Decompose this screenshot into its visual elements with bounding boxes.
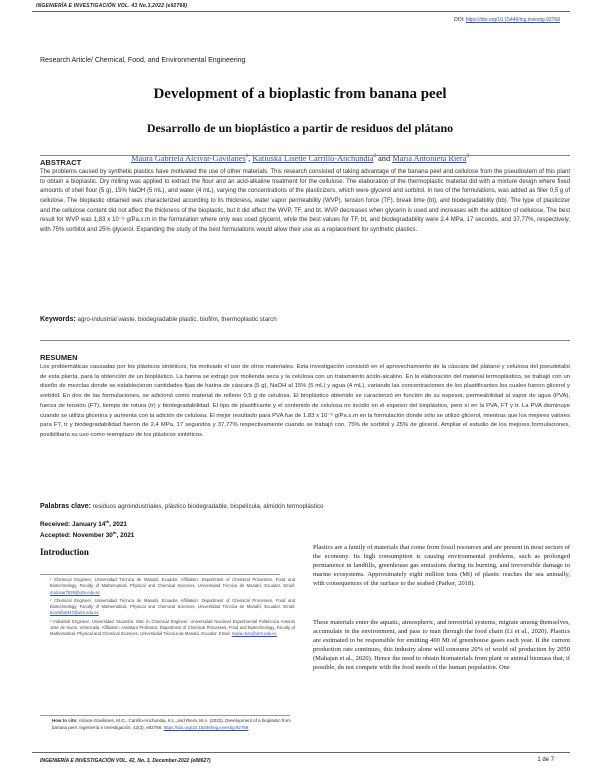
author-affiliation-1: 1 (245, 154, 249, 160)
resumen-keywords (40, 503, 324, 510)
resumen-heading: RESUMEN (40, 353, 78, 362)
journal-header: INGENIERÍA E INVESTIGACIÓN VOL. 43 No.3,2022 (e92768) (36, 3, 188, 9)
footer-divider (32, 752, 570, 753)
intro-paragraph-2: These materials enter the aquatic, atmospheric, and terrestrial systems, migrate among themselves, accumulate in the environment, and pass to man through the food chain (Li et al., 2020). Plastics are estimated to be responsible for emitting 400 Mt of greenhouse gases each year. If the current production rate continues, this industry alone will consume 20% of world oil production by 2050 (Mahajan et al., 2020). Hence the need to obtain biomaterials from plant or animal biomass that, if possible, do not compete with the food needs of the human population. One (313, 619, 570, 672)
footnote-3 (50, 619, 295, 638)
received-date (40, 519, 127, 528)
page-number: 1 de 7 (537, 757, 554, 763)
article-category: Research Article/ Chemical, Food, and Environmental Engineering (40, 57, 246, 64)
article-subtitle: Desarrollo de un bioplástico a partir de residuos del plátano (146, 121, 454, 135)
author-separator: , (248, 154, 253, 163)
how-to-cite-link[interactable]: https://doi.org/10.15446/ing.investig.92768 (163, 724, 249, 730)
how-to-cite-text: Alcivar-Gavilanes, M.G., Carrillo-Anchundia, K.L.,and Riera, M.A. (2022). Development of a bioplastic from banana peel. Ingeniería e Investigación, 42(3), e92768. (52, 718, 291, 730)
received-ordinal: th (105, 519, 110, 524)
abstract-heading: ABSTRACT (40, 158, 82, 167)
palabras-clave-list: residuos agroindustriales, plástico biodegradable, biopelícula, almidón termoplástico (90, 503, 324, 510)
accepted-date (40, 530, 134, 539)
palabras-clave-label: Palabras clave: (40, 503, 91, 510)
footnote-email-link[interactable]: maria.riera@utm.edu.ec (231, 631, 277, 637)
received-month: January 14 (71, 521, 106, 529)
footnote-email-link[interactable]: kcarrillo8447@utm.edu.ec (50, 610, 99, 616)
introduction-heading: Introduction (40, 547, 89, 557)
author-separator: and (376, 154, 393, 163)
footnote-text: ² Chemical Engineer, Universidad Técnica de Manabí, Ecuador. Affiliation: Department of Chemical Processes, Food and Biotechnology, Faculty of Mathematical, Physical and Chemical Sciences, Universidad Técnica de Manabí, Ecuador. Email: (50, 597, 295, 610)
how-to-cite (52, 718, 292, 731)
footnote-text: ¹ Chemical Engineer, Universidad Técnica de Manabí, Ecuador. Affiliation: Department of Chemical Processes, Food and Biotechnology, Faculty of Mathematical, Physical and Chemical Sciences, Universidad Técnica de Manabí, Ecuador. Email: (50, 577, 295, 589)
footnote-email-link[interactable]: malcivar7626@utm.edu.ec (50, 589, 100, 595)
footnote-2 (50, 598, 295, 617)
how-to-cite-label: How to cite: (52, 718, 79, 723)
author-link-2[interactable]: Katiuska Lisette Carrillo-Anchundia (252, 154, 374, 163)
keywords-list: agro-industrial waste, biodegradable plastic, biofilm, thermoplastic starch (75, 316, 277, 323)
doi-line (454, 17, 560, 23)
accepted-label: Accepted: (40, 532, 73, 540)
author-affiliation-3: 3 (466, 154, 469, 160)
accepted-year: , 2021 (116, 532, 135, 540)
section-divider (40, 340, 570, 341)
resumen-text: Los problemáticas causadas por los plásticos sintéticos, ha motivado el uso de otros materiales. Esta investigación consistió en el aprovechamiento de la cáscara del plátano y celulosa del pseudotallo de esta planta, para la obtención de un bioplástico. La harina se extrajo por molienda seca y la celulosa con un tratamiento ácido-alcalino. En la elaboración del material termoplástico, se trabajó con un diseño de mezclas donde se establecieron cantidades fijas de harina de cáscara (5 g), NaOH al 15% (5 mL) y agua (4 mL), variando las concentraciones de los plastificantes los cuales fueron glicerol y sorbitol. En dos de las formulaciones, se adicionó como material de relleno 0,5 g de celulosa. El bioplástico obtenido se caracterizó en función de su espesor, permeabilidad al vapor de agua (PVA), fuerza de tensión (FT), tiempo de rotura (tr) y biodegradabilidad. El tipo de plastificante y el contenido de celulosa no incidió en el espesor del bioplástico, pero sí en la PVA, FT y tr. La PVA disminuye cuando se utiliza glicerina y aumenta con la adición de celulosa. El mejor resultado para PVA fue de 1,83 x 10⁻⁹ g/Pa.s.m en la formulación donde sólo se utilizó glicerol, mientras que los mejores valores para FT, tr y biodegradabilidad fueron de 2,4 MPa, 17 segundos y 37,77% respectivamente cuando se trabajó con, 75% de sorbitol y 25% de glicerol. Ampliar el estudio de los mejores formulaciones, posibilitaría su uso como reemplazo de los plásticos sintéticos. (40, 364, 570, 438)
footnote-text: ³ Industrial Engineer, Universidad Yacambú. MSc in Chemical Engineer, Universidad Nacional Experimental Politécnica Antonio José de Sucre, Venezuela. Affiliation: Assistant Professor, Department of Chemical Processes, Food and Biotechnology, Faculty of Mathematical, Physical and Chemical Sciences, Universidad Técnica de Manabí, Ecuador. Email: (50, 618, 295, 637)
accepted-ordinal: th (112, 530, 117, 535)
received-year: , 2021 (109, 521, 127, 529)
abstract-text: The problems caused by synthetic plastics have motivated the use of other materials. This research consisted of taking advantage of the banana peel and cellulose from the pseudostem of this plant to obtain a bioplastic. Dry milling was applied to extract the flour and an acid-alkaline treatment for the cellulose. The elaboration of the thermoplastic material did with a mixture design where fixed amounts of shell flour (5 g), 15% NaOH (5 mL), and water (4 mL), varying the concentrations of the plasticizers, which were glycerol and sorbitol. In two of the formulations, was added as filler 0,5 g of cellulose. The bioplastic obtained was characterized according to its thickness, water vapor permeability (WVP), tension force (TF), break time (bt), and biodegradability (bb). The type of plasticizer and the cellulose content did not affect the thickness of the bioplastic, but it did affect the WVP, TF, and bt. WVP decreases when glycerin is used and increases with the addition of cellulose. The best result for WVP was 1,83 x 10⁻⁹ g/Pa.s.m in the formulation where only was used glycerol, while the best values for TF, bt, and biodegradability were 2,4 MPa, 17 seconds, and 37,77%, respectively, with 75% sorbitol and 25% glycerol. Expanding the study of the best formulations would allow their use as a replacement for synthetic plastics. (40, 169, 570, 233)
intro-paragraph-1: Plastics are a family of materials that come from fossil resources and are present in most sectors of the economy. Its high consumption is causing environmental problems, such as prolonged permanence in landfills, greenhouse gas emissions during its burning, and irreversible damage to marine ecosystems. Approximately eight million tons (Mt) of plastic reaches the sea annually, with consequences of the surface to the seabed (Parker, 2018). (313, 544, 570, 588)
author-affiliation-2: 2 (373, 154, 377, 160)
header-divider (32, 11, 570, 12)
section-divider (40, 155, 570, 156)
footer-journal: INGENIERÍA E INVESTIGACIÓN VOL. 42, No. 3, December-2022 (e88627) (40, 758, 211, 764)
keywords-label: Keywords: (40, 316, 76, 323)
author-link-3[interactable]: María Antonieta Riera (392, 154, 467, 163)
doi-prefix: DOI: (454, 17, 466, 23)
doi-link[interactable]: https://doi.org/10.15446/ing.investig.92768 (465, 17, 560, 23)
footnote-divider (40, 574, 280, 575)
affiliation-footnotes (50, 577, 295, 640)
footnote-1 (50, 577, 295, 596)
citation-divider (40, 715, 290, 716)
received-label: Received: (40, 521, 72, 529)
author-link-1[interactable]: Maura Gabriela Alcivar-Gavilanes (131, 154, 246, 163)
abstract-keywords (40, 316, 277, 323)
article-title: Development of a bioplastic from banana peel (153, 86, 447, 102)
accepted-month: November 30 (72, 532, 113, 540)
